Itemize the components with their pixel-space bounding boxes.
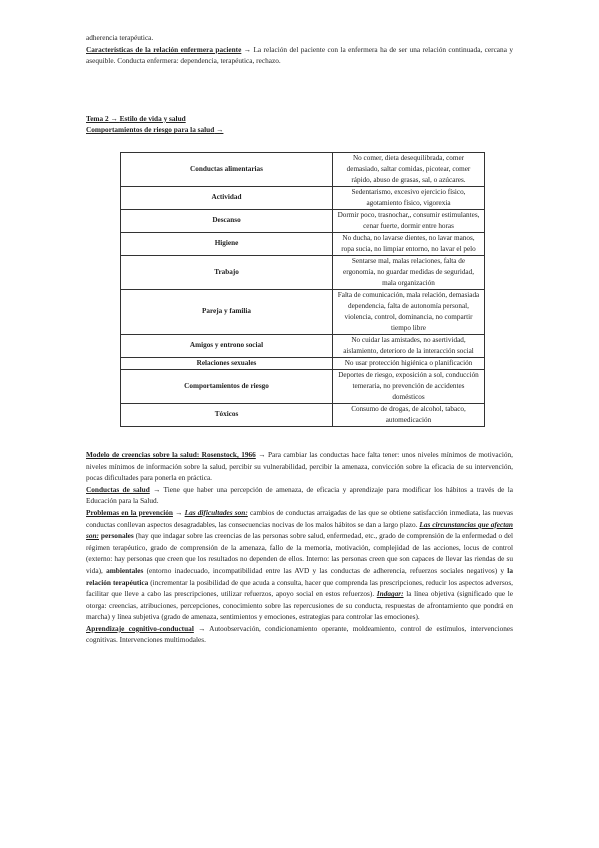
risk-category-cell: Comportamientos de riesgo [121,369,333,403]
relacion-paragraph [86,44,513,67]
relacion-heading: Características de la relación enfermera paciente [86,44,242,54]
problemas-text-1: cambios de conductas arraigadas de las que se obtiene satisfacción inmediata, las nuevas conductas conllevan aspectos desagradables, las consecuencias nocivas de los malos hábitos se dan a largo plazo. [86,507,513,529]
problemas-text-4: (incrementar la posibilidad de que acuda a consulta, hacer que comprenda las prescripciones, reducir los aspectos adversos, facilitar que lleve a cabo las prescripciones, utilizar refuerzos, apoyo social en estos refuerzos). [86,577,513,599]
indagar-label: Indagar: [376,589,404,599]
arrow-icon: → [193,623,210,633]
table-row [121,255,485,289]
arrow-icon: → [149,484,164,494]
risk-description-cell: Deportes de riesgo, exposición a sol, conducción temeraria, no prevención de accidentes domésticos [333,369,485,403]
risk-description-cell: Dormir poco, trasnochar,, consumir estimulantes, cenar fuerte, dormir entre horas [333,209,485,232]
problemas-text-2: (hay que indagar sobre las creencias de las personas sobre salud, enfermedad, etc., grado de comprensión de la enfermedad o del régimen terapéutico, grado de comprensión de la amenaza, fallo de la memoria, motivación, complejidad de las acciones, locus de control (externo: hay personas que creen que los resultados no dependen de ellos. Interno: las personas creen que son capaces de llevar las riendas de su vida), [86,531,513,575]
tema-subtitle [86,124,513,136]
table-row [121,289,485,334]
risk-category-cell: Amigos y entrono social [121,334,333,357]
aprendizaje-text: Autoobservación, condicionamiento operante, moldeamiento, control de estímulos, intervenciones cognitivas. Intervenciones multimodales. [86,623,513,645]
risk-category-cell: Conductas alimentarias [121,152,333,186]
arrow-icon: → [255,449,268,459]
table-row [121,152,485,186]
conductas-text: Tiene que haber una percepción de amenaza, de eficacia y aprendizaje para modificar los hábitos a través de la Educación para la Salud. [86,484,513,506]
risk-category-cell: Actividad [121,186,333,209]
table-row [121,209,485,232]
risk-description-cell: No cuidar las amistades, no asertividad, aislamiento, deterioro de la interacción social [333,334,485,357]
aprendizaje-paragraph [86,623,513,646]
risk-description-cell: No usar protección higiénica o planificación [333,357,485,369]
conductas-paragraph [86,484,513,507]
ambientales-label: ambientales [106,565,144,575]
table-row [121,403,485,426]
arrow-icon: → [214,125,224,135]
risk-category-cell: Relaciones sexuales [121,357,333,369]
circunstancias-label: Las circunstancias que afectan son: [86,519,513,541]
aprendizaje-heading: Aprendizaje cognitivo-conductual [86,623,194,633]
risk-description-cell: Sedentarismo, excesivo ejercicio físico, agotamiento físico, vigorexia [333,186,485,209]
tema-number: Tema 2 [86,113,109,123]
problemas-text-3: (entorno inadecuado, incompatibilidad entre las AVD y las conductas de adherencia, refuerzos sociales negativos) y [143,565,508,575]
arrow-icon: → [241,44,254,54]
problemas-text-5: la línea objetiva (significado que le otorga: creencias, atribuciones, percepciones, conocimiento sobre las repercusiones de su conducta, respuestas de afrontamiento que pondrá en marcha) y línea subjetiva (grado de amenaza, sentimientos y emociones, estrategias para controlar las emociones). [86,589,513,622]
risk-category-cell: Pareja y familia [121,289,333,334]
relacion-text: La relación del paciente con la enfermera ha de ser una relación continuada, cercana y asequible. Conducta enfermera: dependencia, terapéutica, rechazo. [86,44,513,66]
risk-category-cell: Descanso [121,209,333,232]
conductas-heading: Conductas de salud [86,484,150,494]
problemas-heading: Problemas en la prevención [86,507,173,517]
table-row [121,357,485,369]
risk-description-cell: Consumo de drogas, de alcohol, tabaco, automedicación [333,403,485,426]
risk-category-cell: Higiene [121,232,333,255]
dificultades-label: Las dificultades son: [184,507,248,517]
table-row [121,186,485,209]
personales-label: personales [100,531,134,541]
tema-title-text: Estilo de vida y salud [119,113,186,123]
modelo-heading: Modelo de creencias sobre la salud: Rosenstock, 1966 [86,449,256,459]
table-row [121,232,485,255]
document-page [86,32,513,646]
modelo-paragraph [86,449,513,484]
subtitle-text: Comportamientos de riesgo para la salud [86,125,215,135]
arrow-icon: → [172,507,185,517]
tema-title [86,113,513,125]
intro-line: adherencia terapéutica. [86,33,154,42]
table-row [121,369,485,403]
risk-description-cell: No ducha, no lavarse dientes, no lavar manos, ropa sucia, no limpiar entorno, no lavar el pelo [333,232,485,255]
relacion-terapeutica-label: la relación terapéutica [86,565,513,587]
modelo-text: Para cambiar las conductas hace falta tener: unos niveles mínimos de motivación, niveles mínimos de información sobre la salud, percibir su vulnerabilidad, percibir la amenaza, convicción sobre la eficacia de su intervención, pocas dificultades para ponerla en práctica. [86,449,513,483]
risk-description-cell: Sentarse mal, malas relaciones, falta de ergonomía, no guardar medidas de seguridad, mala organización [333,255,485,289]
risk-description-cell: Falta de comunicación, mala relación, demasiada dependencia, falta de autonomía personal, violencia, control, dominancia, no compartir tiempo libre [333,289,485,334]
risk-behaviors-table [120,152,485,427]
table-row [121,334,485,357]
problemas-paragraph [86,507,513,623]
risk-category-cell: Trabajo [121,255,333,289]
risk-description-cell: No comer, dieta desequilibrada, comer demasiado, saltar comidas, picotear, comer rápido, abuso de grasas, sal, o azúcares. [333,152,485,186]
arrow-icon: → [108,113,120,123]
risk-category-cell: Tóxicos [121,403,333,426]
